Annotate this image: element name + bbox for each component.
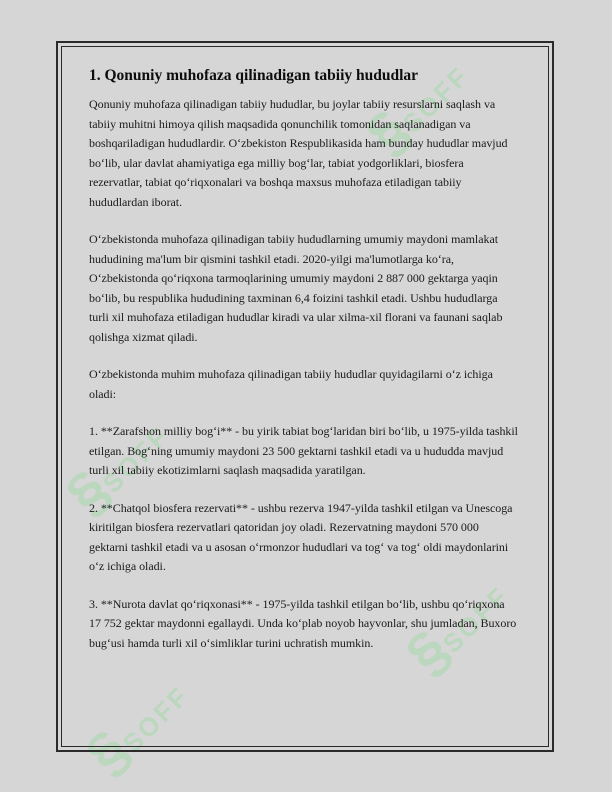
paragraph-area-stats: O‘zbekistonda muhofaza qilinadigan tabiiy hududlarning umumiy maydoni mamlakat hududining ma'lum bir qismini tashkil etadi. 2020-yilgi ma'lumotlarga ko‘ra, O‘zbekistonda qo‘riqxona tarmoqlarining umumiy maydoni 2 887 000 gektarga yaqin bo‘lib, bu respublika hududining taxminan 6,4 foizini tashkil etadi. Ushbu hududlarga turli xil muhofaza etiladigan hududlar kiradi va ular xilma-xil florani va faunani saqlab qolishga xizmat qiladi. bbox=[89, 232, 503, 344]
watermark-logo-icon: § bbox=[353, 100, 420, 167]
watermark-logo-icon: § bbox=[393, 620, 460, 687]
section-heading: 1. Qonuniy muhofaza qilinadigan tabiiy hududlar bbox=[89, 67, 419, 84]
watermark-text: SOFF bbox=[116, 679, 196, 759]
list-item-zarafshon: 1. **Zarafshon milliy bog‘i** - bu yirik tabiat bog‘laridan biri bo‘lib, u 1975-yilda tashkil etilgan. Bog‘ning umumiy maydoni 23 500 gektarni tashkil etadi va u hududda mavjud turli xil tabiiy ekotizimlarni saqlash maqsadida yaratilgan. bbox=[89, 424, 518, 477]
list-item-chatqol: 2. **Chatqol biosfera rezervati** - ushbu rezerva 1947-yilda tashkil etilgan va Unescoga kiritilgan biosfera rezervatlari qatoridan joy oladi. Rezervatning maydoni 570 000 gektarni tashkil etadi va u asosan o‘rmonzor hududlari va tog‘ va tog‘ oldi maydonlarini o‘z ichiga oladi. bbox=[89, 500, 513, 573]
watermark-text: SOFF bbox=[96, 419, 176, 499]
paragraph-intro: Qonuniy muhofaza qilinadigan tabiiy hududlar, bu joylar tabiiy resurslarni saqlash va tabiiy muhitni himoya qilish maqsadida qonunchilik tomonidan saqlanadigan va boshqariladigan hududlardir. O‘zbekiston Respublikasida ham bunday hududlar mavjud bo‘lib, ular davlat ahamiyatiga ega milliy bog‘lar, tabiat yodgorliklari, biosfera rezervatlar, tabiat qo‘riqxonalari va boshqa maxsus muhofaza etiladigan tabiiy hududlardan iborat. bbox=[89, 97, 508, 209]
watermark-text: SOFF bbox=[436, 579, 516, 659]
list-item-nurota: 3. **Nurota davlat qo‘riqxonasi** - 1975-yilda tashkil etilgan bo‘lib, ushbu qo‘riqxona 17 752 gektar maydonni egallaydi. Unda ko‘plab noyob hayvonlar, shu jumladan, Buxoro bug‘usi hamda turli xil o‘simliklar turini uchratish mumkin. bbox=[89, 596, 517, 650]
paragraph-list-intro: O‘zbekistonda muhim muhofaza qilinadigan tabiiy hududlar quyidagilarni o‘z ichiga oladi: bbox=[89, 367, 493, 401]
document-body bbox=[89, 66, 519, 671]
watermark-logo-icon: § bbox=[53, 460, 120, 527]
watermark-logo-icon: § bbox=[73, 720, 140, 787]
watermark-text: SOFF bbox=[396, 59, 476, 139]
